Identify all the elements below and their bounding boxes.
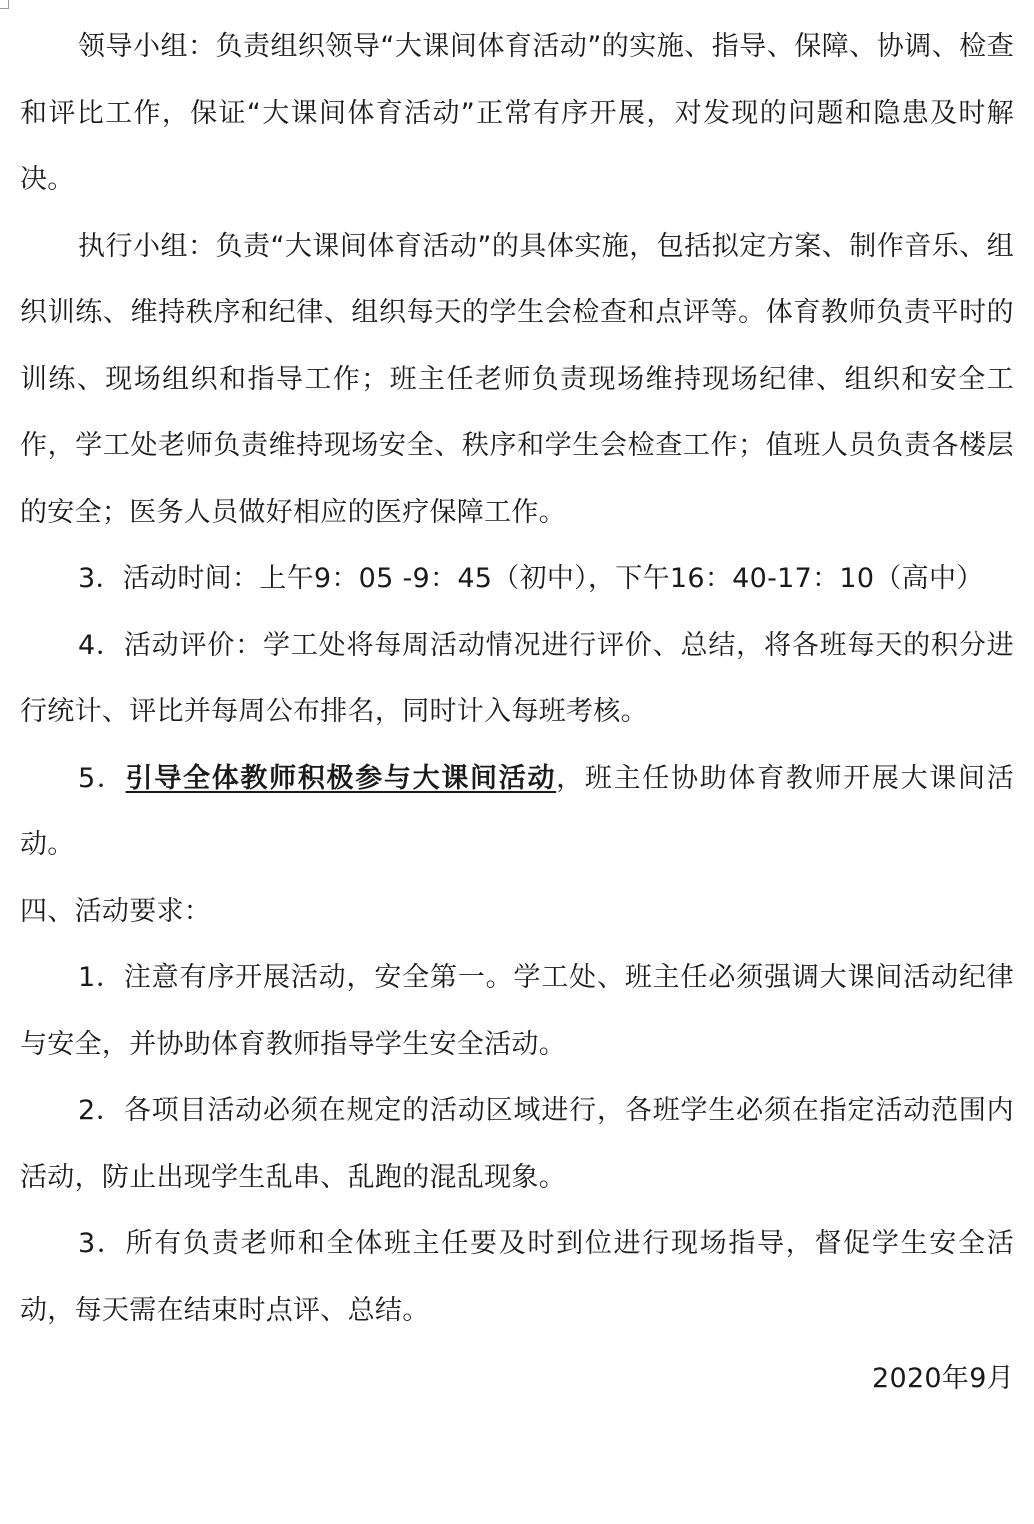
paragraph-leadership-group: 领导小组：负责组织领导“大课间体育活动”的实施、指导、保障、协调、检查和评比工作，保证“大课间体育活动”正常有序开展，对发现的问题和隐患及时解决。	[20, 31, 1014, 195]
paragraph-activity-evaluation: 4．活动评价：学工处将每周活动情况进行评价、总结，将各班每天的积分进行统计、评比并每周公布排名，同时计入每班考核。	[20, 629, 1014, 727]
guidance-suffix: ，班主任协助体育教师开展大课间活动。	[20, 762, 1015, 860]
paragraph-activity-time: 3．活动时间：上午9：05 -9：45（初中），下午16：40-17：10（高中）	[78, 563, 984, 594]
paragraph-execution-group: 执行小组：负责“大课间体育活动”的具体实施，包括拟定方案、制作音乐、组织训练、维持秩序和纪律、组织每天的学生会检查和点评等。体育教师负责平时的训练、现场组织和指导工作；班主任老师负责现场维持现场纪律、组织和安全工作，学工处老师负责维持现场安全、秩序和学生会检查工作；值班人员负责各楼层的安全；医务人员做好相应的医疗保障工作。	[20, 230, 1014, 528]
requirement-item-3: 3．所有负责老师和全体班主任要及时到位进行现场指导，督促学生安全活动，每天需在结束时点评、总结。	[20, 1228, 1014, 1326]
requirement-item-1: 1．注意有序开展活动，安全第一。学工处、班主任必须强调大课间活动纪律与安全，并协助体育教师指导学生安全活动。	[20, 962, 1014, 1060]
document-date: 2020年9月	[872, 1363, 1014, 1394]
section-heading-requirements: 四、活动要求：	[20, 895, 212, 927]
page-corner-mark	[0, 0, 9, 9]
document-body	[20, 14, 1014, 1413]
guidance-prefix: 5．	[78, 762, 126, 794]
paragraph-guidance	[20, 746, 1014, 879]
requirement-item-2: 2．各项目活动必须在规定的活动区域进行，各班学生必须在指定活动范围内活动，防止出现学生乱串、乱跑的混乱现象。	[20, 1095, 1014, 1193]
guidance-emphasis: 引导全体教师积极参与大课间活动	[125, 762, 557, 794]
